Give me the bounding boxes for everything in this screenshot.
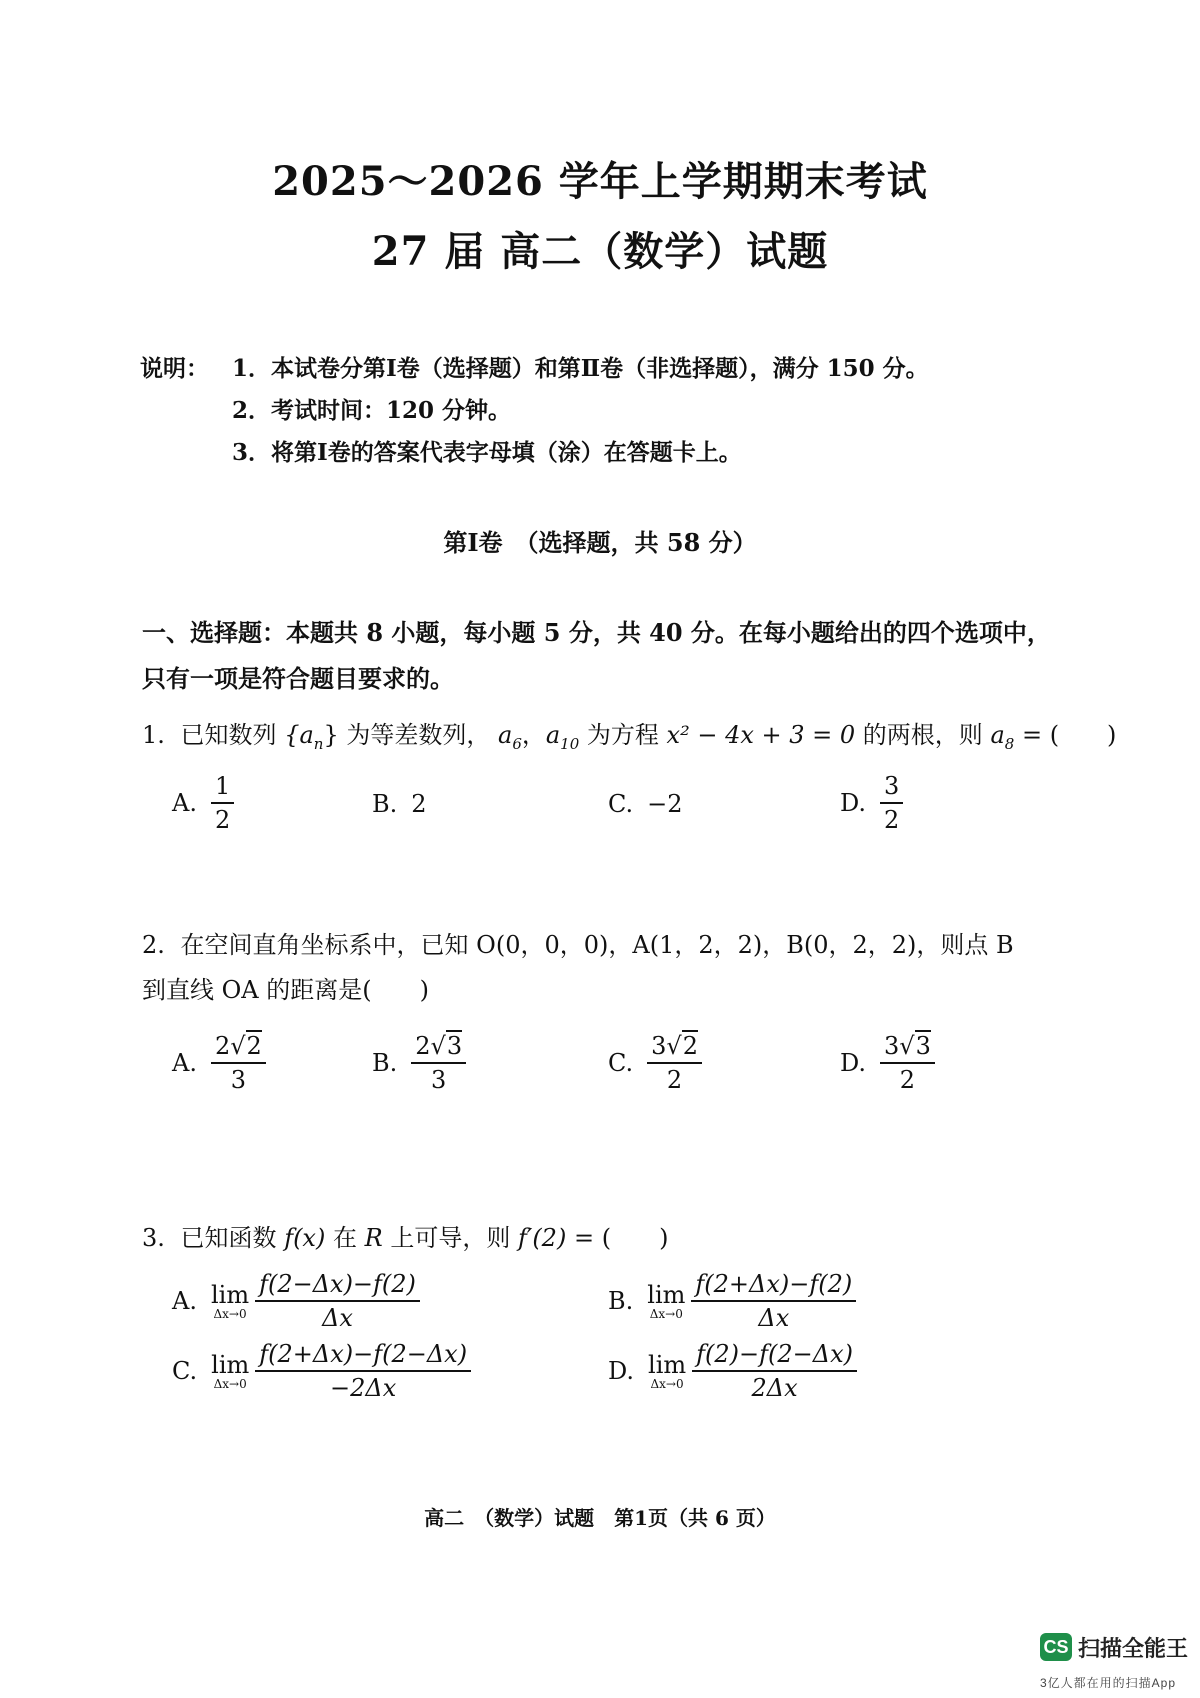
question-2-line2: 到直线 OA 的距离是( ) (142, 976, 429, 1004)
question-2 (142, 925, 1014, 960)
math-expr: $\{a_n\}$ (284, 721, 339, 753)
question-text: 已知数列 (180, 721, 277, 749)
question-number: 3. (142, 1224, 165, 1252)
instruction-item: 1．本试卷分第Ⅰ卷（选择题）和第Ⅱ卷（非选择题），满分 150 分。 (232, 355, 929, 382)
option-b: B. lim Δx→0 $\frac{f(2+\Delta x)-f(2)}{\Delta x}$ (608, 1270, 856, 1332)
math-expr: $a_8$ = (990, 721, 1043, 753)
option-a: A. $\frac{2√2}{3}$ (172, 1032, 266, 1094)
math-expr: f(x) (284, 1224, 326, 1252)
question-text: 在空间直角坐标系中，已知 O(0，0，0)，A(1，2，2)，B(0，2，2)，则点 B (180, 931, 1014, 959)
question-text: 的两根，则 (862, 721, 983, 749)
section-heading: 第Ⅰ卷 （选择题，共 58 分） (443, 528, 757, 557)
question-text: 为等差数列， (346, 721, 491, 749)
option-d: D. $\frac{3√3}{2}$ (840, 1032, 935, 1094)
option-c: C. lim Δx→0 $\frac{f(2+\Delta x)-f(2-\Delta x)}{-2\Delta x}$ (172, 1340, 471, 1402)
question-1 (142, 715, 1116, 753)
math-expr: f′(2) = (517, 1224, 595, 1252)
instruction-item: 2．考试时间：120 分钟。 (232, 397, 512, 424)
option-c: C. −2 (608, 790, 683, 818)
scanner-logo-icon: CS (1040, 1633, 1072, 1661)
option-b: B. $\frac{2√3}{3}$ (372, 1032, 466, 1094)
option-c: C. $\frac{3√2}{2}$ (608, 1032, 702, 1094)
math-expr: R (364, 1224, 383, 1252)
option-d: D. $\frac{3}{2}$ (840, 772, 903, 834)
question-number: 1. (142, 721, 165, 749)
option-a: A. $\frac{1}{2}$ (172, 772, 234, 834)
scanner-tagline: 3亿人都在用的扫描App (1040, 1676, 1177, 1690)
exam-subtitle: 27 届 高二（数学）试题 (371, 228, 829, 275)
option-b: B. 2 (372, 790, 427, 818)
answer-blank: ( ) (1049, 721, 1117, 749)
question-3 (142, 1218, 668, 1253)
option-d: D. lim Δx→0 $\frac{f(2)-f(2-\Delta x)}{2\Delta x}$ (608, 1340, 857, 1402)
exam-title: 2025～2026 学年上学期期末考试 (272, 158, 928, 205)
question-text: 在 (332, 1224, 357, 1252)
option-a: A. lim Δx→0 $\frac{f(2-\Delta x)-f(2)}{\Delta x}$ (172, 1270, 420, 1332)
page-footer: 高二 （数学）试题 第1页（共 6 页） (424, 1506, 776, 1530)
scanner-app-name: 扫描全能王 (1078, 1636, 1189, 1661)
part-one-intro: 一、选择题：本题共 8 小题，每小题 5 分，共 40 分。在每小题给出的四个选项中，只有一项是符合题目要求的。 (142, 618, 1051, 693)
instructions-label: 说明： (140, 355, 209, 382)
question-text: 为方程 (586, 721, 659, 749)
math-expr: $a_6$，$a_{10}$ (498, 721, 580, 753)
instruction-item: 3．将第Ⅰ卷的答案代表字母填（涂）在答题卡上。 (232, 439, 742, 466)
question-text: 上可导，则 (390, 1224, 511, 1252)
answer-blank: ( ) (601, 1224, 669, 1252)
math-expr: x² − 4x + 3 = 0 (666, 721, 856, 749)
question-text: 已知函数 (180, 1224, 277, 1252)
question-number: 2. (142, 931, 165, 959)
